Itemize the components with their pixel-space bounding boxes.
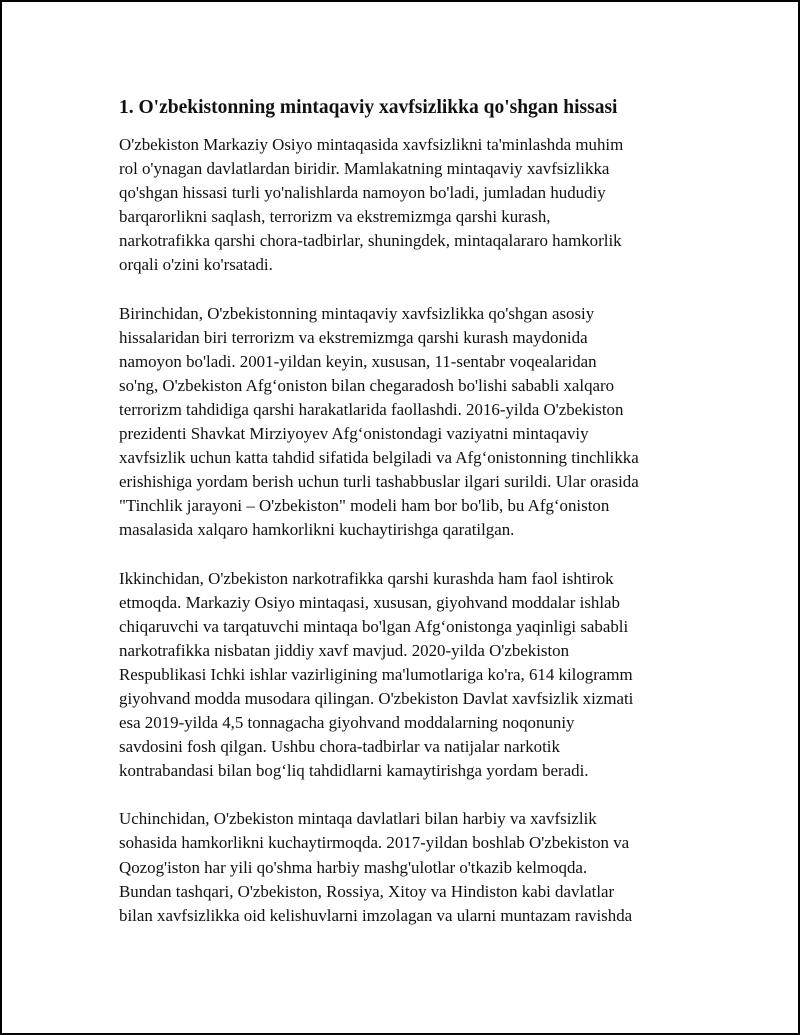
text-line: hissalaridan biri terrorizm va ekstremizmga qarshi kurash maydonida (119, 327, 588, 347)
text-line: terrorizm tahdidiga qarshi harakatlarida faollashdi. 2016-yilda O'zbekiston (119, 399, 624, 419)
text-line: etmoqda. Markaziy Osiyo mintaqasi, xususan, giyohvand moddalar ishlab (119, 592, 620, 612)
text-line: prezidenti Shavkat Mirziyoyev Afg‘onistondagi vaziyatni mintaqaviy (119, 424, 589, 444)
text-line: xavfsizlik uchun katta tahdid sifatida belgiladi va Afg‘onistonning tinchlikka (119, 448, 639, 468)
text-line: Bundan tashqari, O'zbekiston, Rossiya, Xitoy va Hindiston kabi davlatlar (119, 881, 615, 901)
text-line: so'ng, O'zbekiston Afg‘oniston bilan chegaradosh bo'lishi sababli xalqaro (119, 375, 615, 395)
section-heading: 1. O'zbekistonning mintaqaviy xavfsizlikka qo'shgan hissasi (119, 97, 618, 118)
text-line: erishishiga yordam berish uchun turli tashabbuslar ilgari surildi. Ular orasida (119, 472, 639, 492)
text-line: O'zbekiston Markaziy Osiyo mintaqasida xavfsizlikni ta'minlashda muhim (119, 135, 624, 154)
text-line: Uchinchidan, O'zbekiston mintaqa davlatlari bilan harbiy va xavfsizlik (119, 809, 597, 829)
text-line: Birinchidan, O'zbekistonning mintaqaviy xavfsizlikka qo'shgan asosiy (119, 303, 595, 323)
text-line: narkotrafikka nisbatan jiddiy xavf mavjud. 2020-yilda O'zbekiston (119, 640, 570, 660)
text-line: Qozog'iston har yili qo'shma harbiy mashg'ulotlar o'tkazib kelmoqda. (119, 857, 588, 877)
document-body (119, 94, 689, 952)
text-line: masalasida xalqaro hamkorlikni kuchaytirishga qaratilgan. (119, 520, 515, 540)
text-line: narkotrafikka qarshi chora-tadbirlar, shuningdek, mintaqalararo hamkorlik (119, 231, 622, 251)
text-line: chiqaruvchi va tarqatuvchi mintaqa bo'lgan Afg‘onistonga yaqinligi sababli (119, 616, 629, 636)
text-line: rol o'ynagan davlatlardan biridir. Mamlakatning mintaqaviy xavfsizlikka (119, 159, 610, 179)
text-line: barqarorlikni saqlash, terrorizm va ekstremizmga qarshi kurash, (119, 207, 551, 227)
paragraph-intro (119, 133, 689, 278)
text-line: "Tinchlik jarayoni – O'zbekiston" modeli ham bor bo'lib, bu Afg‘oniston (119, 496, 610, 516)
text-line: qo'shgan hissasi turli yo'nalishlarda namoyon bo'ladi, jumladan hududiy (119, 183, 606, 203)
text-line: namoyon bo'ladi. 2001-yildan keyin, xususan, 11-sentabr voqealaridan (119, 351, 597, 371)
text-line: esa 2019-yilda 4,5 tonnagacha giyohvand moddalarning noqonuniy (119, 713, 575, 733)
text-line: giyohvand modda musodara qilingan. O'zbekiston Davlat xavfsizlik xizmati (119, 688, 634, 708)
text-line: orqali o'zini ko'rsatadi. (119, 255, 273, 275)
paragraph-second (119, 567, 689, 784)
text-line: Respublikasi Ichki ishlar vazirligining ma'lumotlariga ko'ra, 614 kilogramm (119, 664, 633, 684)
paragraph-first (119, 302, 689, 543)
text-line: kontrabandasi bilan bog‘liq tahdidlarni kamaytirishga yordam beradi. (119, 761, 589, 781)
text-line: bilan xavfsizlikka oid kelishuvlarni imzolagan va ularni muntazam ravishda (119, 905, 633, 925)
text-line: savdosini fosh qilgan. Ushbu chora-tadbirlar va natijalar narkotik (119, 737, 560, 757)
text-line: sohasida hamkorlikni kuchaytirmoqda. 2017-yildan boshlab O'zbekiston va (119, 833, 630, 853)
paragraph-third (119, 807, 689, 927)
text-line: Ikkinchidan, O'zbekiston narkotrafikka qarshi kurashda ham faol ishtirok (119, 568, 614, 588)
